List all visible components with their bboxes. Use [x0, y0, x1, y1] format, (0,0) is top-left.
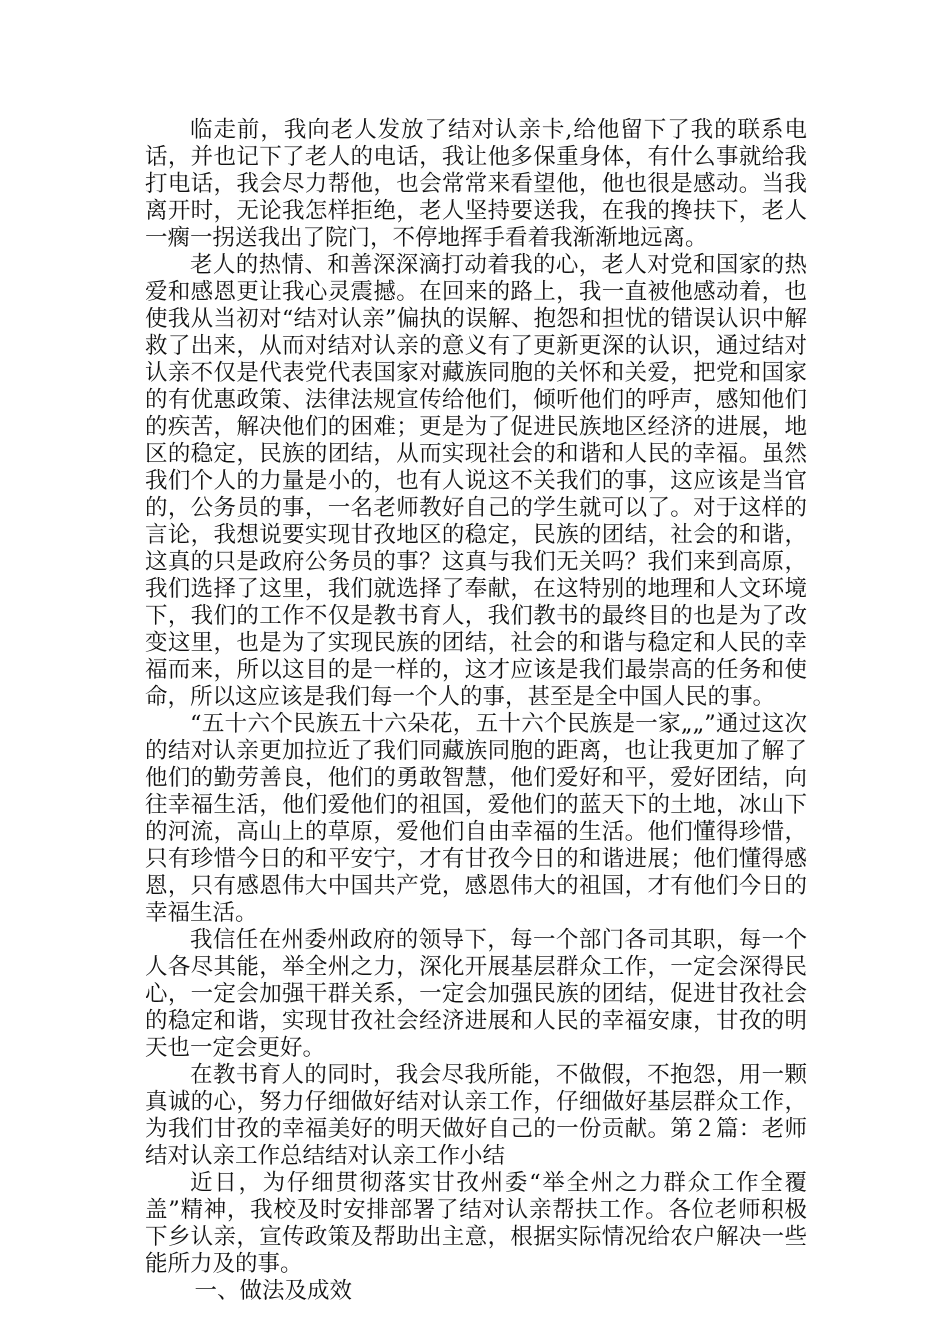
document-body	[145, 117, 807, 1305]
paragraph-trust: 我信任在州委州政府的领导下，每一个部门各司其职，每一个人各尽其能，举全州之力，深化开展基层群众工作，一定会深得民心，一定会加强干群关系，一定会加强民族的团结，促进甘孜社会的稳定和谐，实现甘孜社会经济进展和人民的幸福安康，甘孜的明天也一定会更好。	[145, 927, 807, 1061]
paragraph-farewell: 临走前，我向老人发放了结对认亲卡,给他留下了我的联系电话，并也记下了老人的电话，我让他多保重身体，有什么事就给我打电话，我会尽力帮他，也会常常来看望他，他也很是感动。当我离开时，无论我怎样拒绝，老人坚持要送我，在我的搀扶下，老人一瘸一拐送我出了院门，不停地挥手看着我渐渐地远离。	[145, 117, 807, 251]
section-heading: 一、做法及成效	[194, 1278, 353, 1304]
paragraph-ethnic-unity: “五十六个民族五十六朵花，五十六个民族是一家„„”通过这次的结对认亲更加拉近了我们同藏族同胞的距离，也让我更加了解了他们的勤劳善良，他们的勇敢智慧，他们爱好和平，爱好团结，向往幸福生活，他们爱他们的祖国，爱他们的蓝天下的土地，冰山下的河流，高山上的草原，爱他们自由幸福的生活。他们懂得珍惜，只有珍惜今日的和平安宁，才有甘孜今日的和谐进展；他们懂得感恩，只有感恩伟大中国共产党，感恩伟大的祖国，才有他们今日的幸福生活。	[145, 711, 807, 926]
paragraph-recent: 近日，为仔细贯彻落实甘孜州委“举全州之力群众工作全覆盖”精神，我校及时安排部署了结对认亲帮扶工作。各位老师积极下乡认亲，宣传政策及帮助出主意，根据实际情况给农户解决一些能所力及的事。	[145, 1170, 807, 1277]
paragraph-commitment: 在教书育人的同时，我会尽我所能，不做假，不抱怨，用一颗真诚的心，努力仔细做好结对认亲工作，仔细做好基层群众工作，为我们甘孜的幸福美好的明天做好自己的一份贡献。第２篇：老师结对认亲工作总结结对认亲工作小结	[145, 1062, 807, 1169]
paragraph-reflection: 老人的热情、和善深深滴打动着我的心，老人对党和国家的热爱和感恩更让我心灵震撼。在回来的路上，我一直被他感动着，也使我从当初对“结对认亲”偏执的误解、抱怨和担忧的错误认识中解救了出来，从而对结对认亲的意义有了更新更深的认识，通过结对认亲不仅是代表党代表国家对藏族同胞的关怀和关爱，把党和国家的有优惠政策、法律法规宣传给他们，倾听他们的呼声，感知他们的疾苦，解决他们的困难；更是为了促进民族地区经济的进展，地区的稳定，民族的团结，从而实现社会的和谐和人民的幸福。虽然我们个人的力量是小的，也有人说这不关我们的事，这应该是当官的，公务员的事，一名老师教好自己的学生就可以了。对于这样的言论，我想说要实现甘孜地区的稳定，民族的团结，社会的和谐，这真的只是政府公务员的事？这真与我们无关吗？我们来到高原，我们选择了这里，我们就选择了奉献，在这特别的地理和人文环境下，我们的工作不仅是教书育人，我们教书的最终目的也是为了改变这里，也是为了实现民族的团结，社会的和谐与稳定和人民的幸福而来，所以这目的是一样的，这才应该是我们最崇高的任务和使命，所以这应该是我们每一个人的事，甚至是全中国人民的事。	[145, 252, 807, 710]
